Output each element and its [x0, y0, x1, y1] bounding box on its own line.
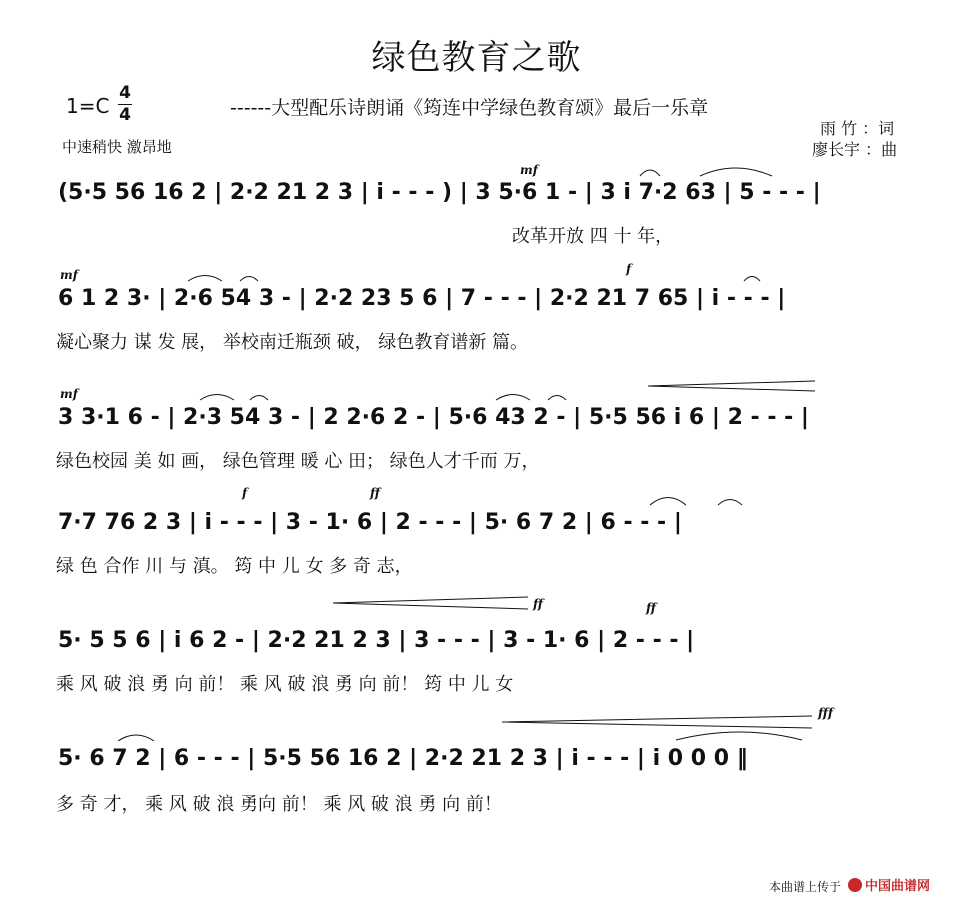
slur	[250, 396, 268, 401]
lyrics-row-6: 多 奇 才， 乘 风 破 浪 勇向 前！ 乘 风 破 浪 勇 向 前！	[56, 794, 502, 815]
slur	[744, 277, 760, 282]
key-signature: 1=C	[66, 94, 110, 118]
upload-note: 本曲谱上传于	[768, 880, 841, 894]
crescendo-hairpin	[648, 381, 815, 391]
lyrics-row-3: 绿色校园 美 如 画， 绿色管理 暖 心 田； 绿色人才千而 万，	[56, 451, 540, 472]
slur	[118, 735, 154, 741]
slur	[188, 276, 222, 282]
notation-row-4: 7·7 76 2 3 | i - - - | 3 - 1· 6 | 2 - - - | 5· 6 7 2 | 6 - - - |	[58, 510, 682, 535]
notation-row-5: 5· 5 5 6 | i 6 2 - | 2·2 21 2 3 | 3 - - - | 3 - 1· 6 | 2 - - - |	[58, 628, 695, 653]
time-signature-bottom: 4	[119, 105, 131, 125]
notation-row-3: 3 3·1 6 - | 2·3 54 3 - | 2 2·6 2 - | 5·6 43 2 - | 5·5 56 i 6 | 2 - - - |	[58, 405, 809, 430]
crescendo-hairpin	[333, 597, 528, 609]
slur	[200, 395, 234, 401]
dynamic-mark: fff	[818, 706, 834, 720]
crescendo-hairpin	[502, 716, 812, 728]
dynamic-mark: f	[626, 262, 632, 276]
slur	[676, 732, 802, 740]
site-logo-icon	[848, 878, 862, 892]
slur	[496, 395, 530, 401]
page-title: 绿色教育之歌	[371, 38, 582, 78]
lyrics-row-1: 改革开放 四 十 年，	[512, 226, 674, 247]
slur	[548, 396, 566, 401]
composer-credit: 廖长宇 ：曲	[812, 140, 898, 159]
slur	[640, 170, 660, 176]
lyrics-row-2: 凝心聚力 谋 发 展， 举校南迁瓶颈 破， 绿色教育谱新 篇。	[56, 332, 529, 353]
slur	[650, 498, 686, 506]
time-signature-top: 4	[119, 83, 131, 103]
dynamic-mark: mf	[60, 268, 78, 282]
lyricist-credit: 雨 竹 ：词	[820, 119, 895, 138]
dynamic-mark: ff	[646, 601, 656, 615]
lyrics-row-5: 乘 风 破 浪 勇 向 前！ 乘 风 破 浪 勇 向 前！ 筠 中 儿 女	[56, 674, 514, 695]
slur	[700, 168, 772, 176]
notation-row-1: (5·5 56 16 2 | 2·2 21 2 3 | i - - - ) | 3 5·6 1 - | 3 i 7·2 63 | 5 - - - |	[58, 180, 821, 205]
subtitle: ------大型配乐诗朗诵《筠连中学绿色教育颂》最后一乐章	[230, 97, 709, 119]
slur	[718, 500, 742, 506]
dynamic-mark: mf	[520, 163, 538, 177]
lyrics-row-4: 绿 色 合作 川 与 滇。 筠 中 儿 女 多 奇 志，	[56, 556, 413, 577]
notation-row-2: 6 1 2 3· | 2·6 54 3 - | 2·2 23 5 6 | 7 - - - | 2·2 21 7 65 | i - - - |	[58, 286, 786, 311]
tempo-marking: 中速稍快 激昂地	[62, 138, 172, 156]
dynamic-mark: ff	[533, 597, 543, 611]
notation-row-6: 5· 6 7 2 | 6 - - - | 5·5 56 16 2 | 2·2 21 2 3 | i - - - | i 0 0 0 ‖	[58, 746, 748, 771]
slur	[240, 277, 258, 282]
dynamic-mark: f	[242, 486, 248, 500]
site-logo-text: 中国曲谱网	[865, 879, 931, 894]
dynamic-mark: ff	[370, 486, 380, 500]
dynamic-mark: mf	[60, 387, 78, 401]
site-logo[interactable]	[848, 874, 940, 892]
